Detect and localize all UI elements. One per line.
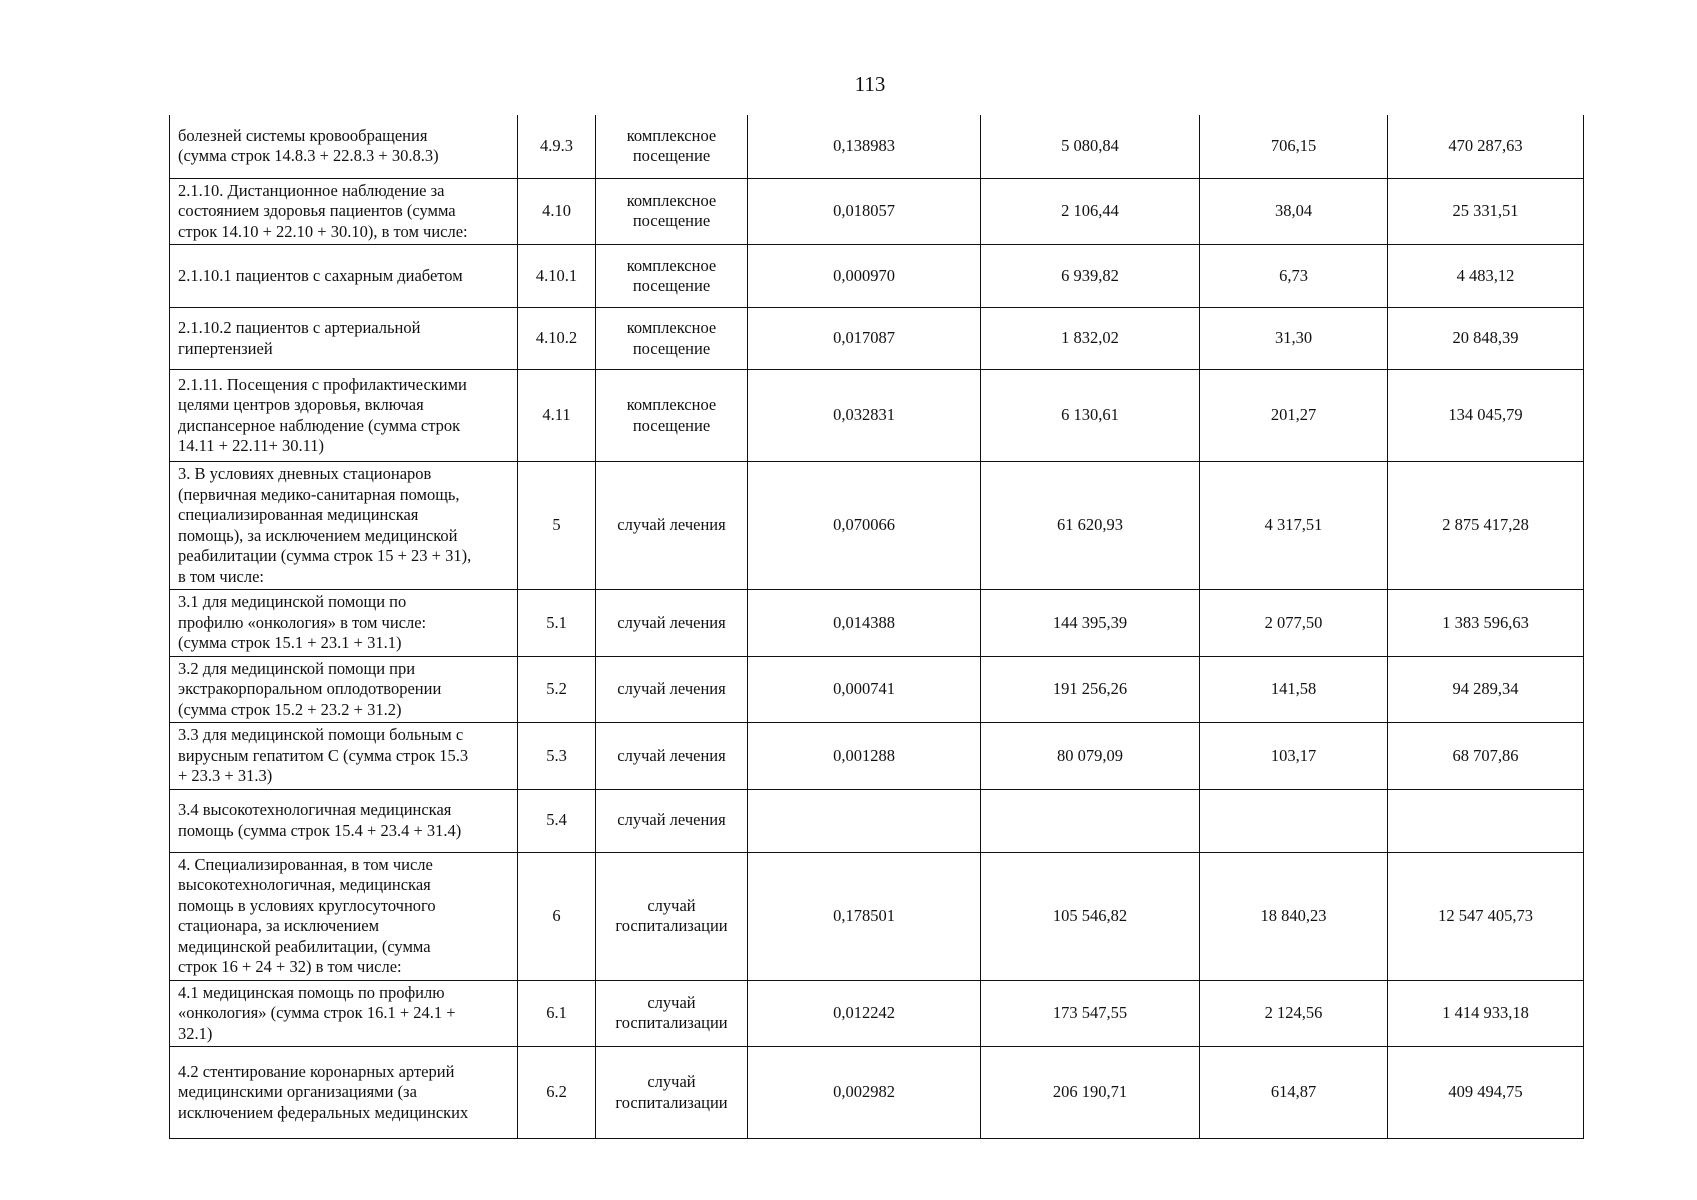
row-norm-value-cell: [748, 115, 981, 178]
row-per-capita-cell: [1200, 590, 1388, 657]
row-norm-value: 0,032831: [833, 405, 895, 425]
row-unit: случай госпитализации: [615, 992, 728, 1033]
table-row: [170, 245, 1584, 308]
row-unit: комплексное посещение: [626, 190, 717, 231]
row-unit-cell: [596, 789, 748, 852]
table-body: [170, 115, 1584, 1139]
row-norm-value-cell: [748, 178, 981, 245]
row-total-cost: 25 331,51: [1452, 201, 1519, 220]
row-code: 4.10: [542, 201, 571, 220]
table-row: [170, 723, 1584, 790]
row-name-cell: [170, 1047, 518, 1139]
row-norm-value-cell: [748, 308, 981, 370]
row-norm-value: 0,014388: [833, 612, 895, 632]
row-norm-value-cell: [748, 245, 981, 308]
row-per-capita: 614,87: [1270, 1082, 1317, 1102]
row-per-capita-cell: [1200, 370, 1388, 462]
row-norm-value-cell: [748, 656, 981, 723]
row-unit-cost: 61 620,93: [1057, 515, 1123, 535]
row-name-cell: [170, 789, 518, 852]
row-name-cell: [170, 723, 518, 790]
row-unit-cost-cell: [981, 115, 1200, 178]
row-unit: случай госпитализации: [615, 1072, 728, 1112]
row-name: 3. В условиях дневных стационаров (первичная медико-санитарная помощь, специализированная медицинская помощь), за исключением медицинской реабилитации (сумма строк 15 + 23 + 31), в том числе:: [178, 464, 472, 586]
row-norm-value-cell: [748, 789, 981, 852]
row-per-capita: 38,04: [1274, 201, 1313, 220]
row-per-capita-cell: [1200, 245, 1388, 308]
row-name: 4. Специализированная, в том числе высокотехнологичная, медицинская помощь в условиях круглосуточного стационара, за исключением медицинской реабилитации, (сумма строк 16 + 24 + 32) в том числе:: [178, 854, 436, 976]
row-name-cell: [170, 462, 518, 590]
row-per-capita: 201,27: [1270, 405, 1317, 425]
row-total-cost: 2 875 417,28: [1442, 515, 1529, 535]
row-unit-cost-cell: [981, 178, 1200, 245]
row-total-cost-cell: [1388, 723, 1584, 790]
row-unit-cell: [596, 178, 748, 245]
row-name-cell: [170, 308, 518, 370]
row-unit-cost: 105 546,82: [1052, 905, 1128, 925]
row-code: 4.10.2: [535, 328, 578, 348]
row-code-cell: [518, 178, 596, 245]
row-name-cell: [170, 370, 518, 462]
row-per-capita-cell: [1200, 462, 1388, 590]
row-name-cell: [170, 115, 518, 178]
row-unit-cell: [596, 308, 748, 370]
row-total-cost: 4 483,12: [1456, 265, 1515, 285]
table-row: [170, 980, 1584, 1047]
row-per-capita: 31,30: [1274, 328, 1313, 348]
row-total-cost-cell: [1388, 115, 1584, 178]
row-unit-cell: [596, 656, 748, 723]
row-unit-cost-cell: [981, 852, 1200, 980]
table-row: [170, 178, 1584, 245]
row-per-capita-cell: [1200, 789, 1388, 852]
row-norm-value-cell: [748, 462, 981, 590]
row-name: 2.1.10.1 пациентов с сахарным диабетом: [178, 265, 463, 285]
row-per-capita-cell: [1200, 980, 1388, 1047]
row-code-cell: [518, 852, 596, 980]
row-name: 4.2 стентирование коронарных артерий медицинскими организациями (за исключением федеральных медицинских: [178, 1061, 469, 1122]
row-total-cost: 470 287,63: [1448, 136, 1523, 155]
row-norm-value-cell: [748, 723, 981, 790]
row-norm-value: 0,000741: [833, 679, 895, 698]
row-code: 6.2: [546, 1082, 567, 1102]
row-unit-cell: [596, 723, 748, 790]
row-unit: случай госпитализации: [615, 895, 728, 935]
row-norm-value: 0,001288: [833, 745, 895, 765]
row-per-capita-cell: [1200, 178, 1388, 245]
row-total-cost: 1 383 596,63: [1442, 612, 1529, 632]
table-row: [170, 115, 1584, 178]
page-number: 113: [854, 72, 886, 96]
table-row: [170, 656, 1584, 723]
row-per-capita-cell: [1200, 656, 1388, 723]
table-row: [170, 1047, 1584, 1139]
row-norm-value: 0,002982: [833, 1082, 895, 1102]
row-code-cell: [518, 308, 596, 370]
row-name: 3.4 высокотехнологичная медицинская помощь (сумма строк 15.4 + 23.4 + 31.4): [178, 800, 462, 840]
row-total-cost: 68 707,86: [1452, 745, 1519, 765]
row-unit: комплексное посещение: [626, 395, 717, 435]
row-code-cell: [518, 245, 596, 308]
row-total-cost-cell: [1388, 852, 1584, 980]
row-total-cost: 134 045,79: [1448, 405, 1523, 425]
row-unit-cost-cell: [981, 723, 1200, 790]
row-norm-value-cell: [748, 370, 981, 462]
row-total-cost: 20 848,39: [1452, 328, 1519, 348]
row-unit-cell: [596, 115, 748, 178]
row-unit-cell: [596, 1047, 748, 1139]
row-per-capita-cell: [1200, 852, 1388, 980]
row-unit: комплексное посещение: [626, 125, 717, 166]
row-name: болезней системы кровообращения (сумма строк 14.8.3 + 22.8.3 + 30.8.3): [178, 125, 439, 166]
row-code: 6: [552, 905, 561, 925]
row-norm-value: 0,178501: [833, 905, 895, 925]
row-unit-cost-cell: [981, 308, 1200, 370]
row-norm-value-cell: [748, 1047, 981, 1139]
row-code-cell: [518, 370, 596, 462]
row-unit-cell: [596, 370, 748, 462]
row-name: 3.3 для медицинской помощи больным с вирусным гепатитом С (сумма строк 15.3 + 23.3 + 31.3): [178, 725, 469, 785]
row-code: 6.1: [546, 1003, 567, 1022]
row-per-capita: 706,15: [1270, 136, 1317, 155]
row-norm-value: 0,018057: [833, 201, 895, 220]
row-unit: случай лечения: [617, 745, 726, 765]
row-unit-cell: [596, 245, 748, 308]
row-total-cost-cell: [1388, 980, 1584, 1047]
row-total-cost-cell: [1388, 590, 1584, 657]
row-name-cell: [170, 852, 518, 980]
row-unit-cost: 2 106,44: [1061, 201, 1119, 220]
row-per-capita: 4 317,51: [1264, 515, 1323, 535]
row-code: 4.11: [542, 405, 571, 425]
row-name-cell: [170, 178, 518, 245]
row-total-cost-cell: [1388, 370, 1584, 462]
row-unit-cell: [596, 980, 748, 1047]
row-total-cost: 409 494,75: [1448, 1082, 1523, 1102]
row-norm-value: 0,138983: [833, 136, 895, 155]
row-unit-cost: 1 832,02: [1061, 328, 1119, 348]
row-norm-value: 0,000970: [833, 265, 895, 285]
row-unit-cost-cell: [981, 370, 1200, 462]
row-unit-cost: 6 130,61: [1061, 405, 1119, 425]
row-code-cell: [518, 590, 596, 657]
table-row: [170, 462, 1584, 590]
row-name: 4.1 медицинская помощь по профилю «онкология» (сумма строк 16.1 + 24.1 + 32.1): [178, 982, 456, 1043]
row-name: 3.1 для медицинской помощи по профилю «онкология» в том числе: (сумма строк 15.1 + 23.1 + 31.1): [178, 592, 427, 652]
row-total-cost-cell: [1388, 178, 1584, 245]
row-norm-value: 0,017087: [833, 328, 895, 348]
row-unit: случай лечения: [617, 810, 726, 830]
table-row: [170, 852, 1584, 980]
row-unit-cost-cell: [981, 656, 1200, 723]
row-total-cost-cell: [1388, 308, 1584, 370]
row-norm-value: 0,012242: [833, 1003, 895, 1022]
row-code-cell: [518, 462, 596, 590]
table-row: [170, 370, 1584, 462]
row-unit-cost: 5 080,84: [1061, 136, 1119, 155]
row-norm-value-cell: [748, 980, 981, 1047]
row-code-cell: [518, 115, 596, 178]
row-code: 5.1: [546, 612, 567, 632]
row-unit-cost-cell: [981, 245, 1200, 308]
row-code: 4.9.3: [540, 136, 573, 155]
row-name: 2.1.10. Дистанционное наблюдение за состоянием здоровья пациентов (сумма строк 14.10 + 22.10 + 30.10), в том числе:: [178, 180, 468, 241]
row-unit-cost-cell: [981, 462, 1200, 590]
row-unit-cost: 173 547,55: [1052, 1003, 1128, 1022]
row-total-cost-cell: [1388, 462, 1584, 590]
row-name: 2.1.10.2 пациентов с артериальной гипертензией: [178, 318, 421, 358]
table-row: [170, 789, 1584, 852]
row-name-cell: [170, 245, 518, 308]
table-row: [170, 590, 1584, 657]
row-unit-cost: 191 256,26: [1052, 679, 1128, 698]
row-per-capita: 141,58: [1270, 679, 1317, 698]
row-unit-cost: 80 079,09: [1057, 745, 1123, 765]
row-unit: комплексное посещение: [626, 255, 717, 295]
row-total-cost: 94 289,34: [1452, 679, 1519, 698]
row-unit-cost: 6 939,82: [1061, 265, 1119, 285]
row-unit-cost: 144 395,39: [1052, 612, 1128, 632]
row-code-cell: [518, 980, 596, 1047]
row-norm-value-cell: [748, 852, 981, 980]
row-unit-cost-cell: [981, 1047, 1200, 1139]
row-per-capita-cell: [1200, 723, 1388, 790]
row-per-capita: 2 124,56: [1264, 1003, 1323, 1022]
row-unit-cost: 206 190,71: [1052, 1082, 1128, 1102]
row-total-cost-cell: [1388, 656, 1584, 723]
row-unit-cost-cell: [981, 789, 1200, 852]
row-norm-value: 0,070066: [833, 515, 895, 535]
row-per-capita: 2 077,50: [1264, 612, 1323, 632]
row-unit-cell: [596, 462, 748, 590]
table-row: [170, 308, 1584, 370]
row-code: 5: [552, 515, 561, 535]
row-code-cell: [518, 1047, 596, 1139]
row-unit-cell: [596, 852, 748, 980]
row-per-capita: 103,17: [1270, 745, 1317, 765]
row-unit: случай лечения: [617, 679, 726, 698]
row-code-cell: [518, 723, 596, 790]
row-unit: комплексное посещение: [626, 318, 717, 358]
row-unit: случай лечения: [617, 612, 726, 632]
row-total-cost-cell: [1388, 1047, 1584, 1139]
row-unit-cell: [596, 590, 748, 657]
row-name-cell: [170, 980, 518, 1047]
row-code: 5.4: [546, 810, 567, 830]
row-code: 5.2: [546, 679, 567, 698]
row-norm-value-cell: [748, 590, 981, 657]
financing-table: [169, 115, 1584, 1139]
row-total-cost-cell: [1388, 245, 1584, 308]
row-name-cell: [170, 656, 518, 723]
row-total-cost: 12 547 405,73: [1438, 905, 1533, 925]
row-per-capita-cell: [1200, 115, 1388, 178]
row-unit-cost-cell: [981, 590, 1200, 657]
row-code-cell: [518, 789, 596, 852]
row-per-capita: 6,73: [1279, 265, 1308, 285]
row-total-cost: 1 414 933,18: [1442, 1003, 1529, 1022]
row-code: 5.3: [546, 745, 567, 765]
row-code-cell: [518, 656, 596, 723]
row-unit: случай лечения: [617, 515, 726, 535]
row-total-cost-cell: [1388, 789, 1584, 852]
row-per-capita-cell: [1200, 308, 1388, 370]
row-name: 2.1.11. Посещения с профилактическими целями центров здоровья, включая диспансерное наблюдение (сумма строк 14.11 + 22.11+ 30.11): [178, 374, 467, 455]
row-per-capita-cell: [1200, 1047, 1388, 1139]
row-unit-cost-cell: [981, 980, 1200, 1047]
row-name: 3.2 для медицинской помощи при экстракорпоральном оплодотворении (сумма строк 15.2 + 23.2 + 31.2): [178, 658, 442, 719]
row-code: 4.10.1: [535, 265, 578, 285]
row-per-capita: 18 840,23: [1260, 905, 1327, 925]
row-name-cell: [170, 590, 518, 657]
